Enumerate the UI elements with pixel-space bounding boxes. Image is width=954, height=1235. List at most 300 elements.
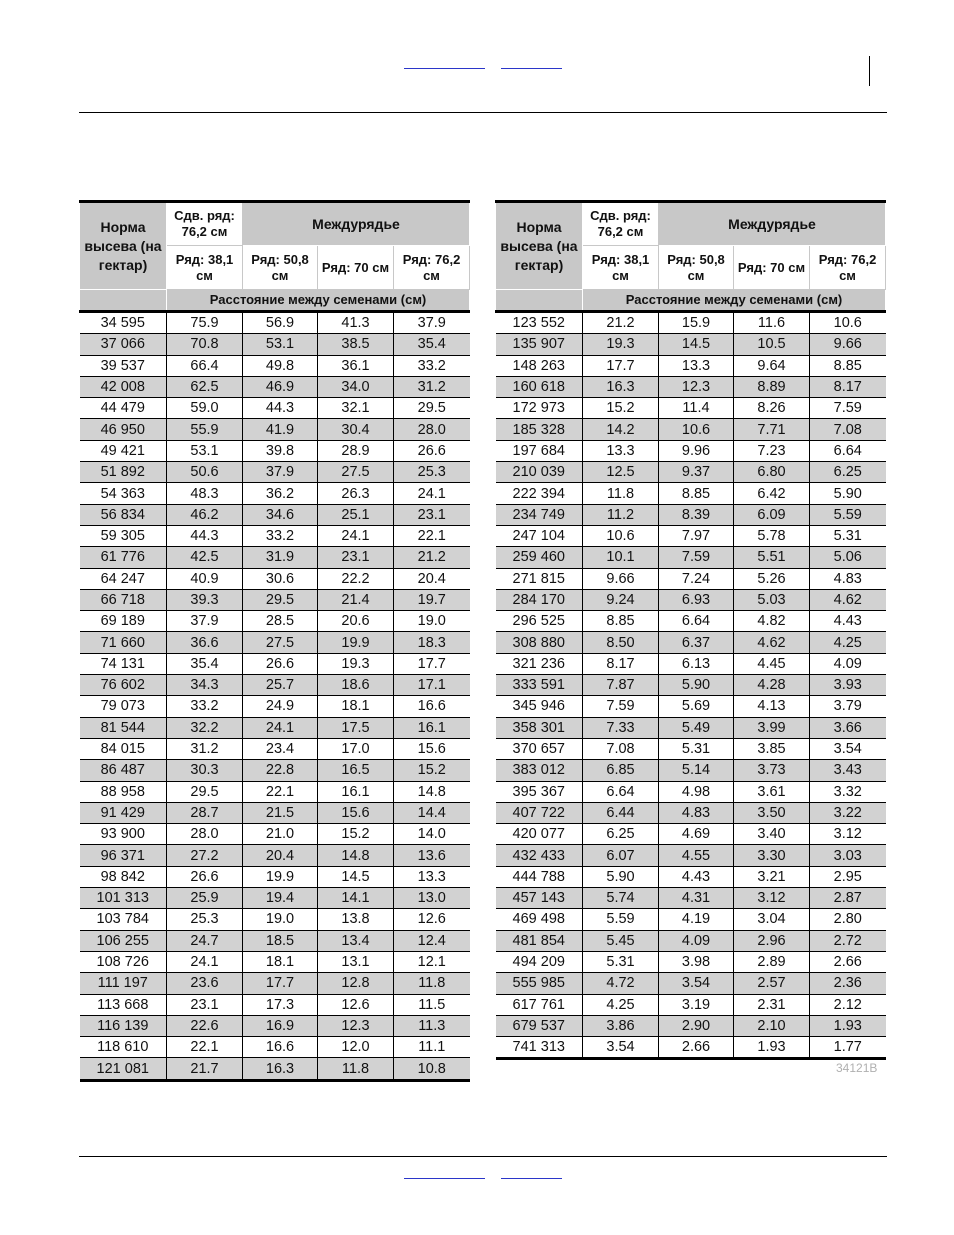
seed-distance-cell: 14.8: [394, 781, 470, 802]
seed-distance-cell: 28.0: [167, 824, 243, 845]
seed-distance-cell: 2.36: [810, 973, 886, 994]
seed-distance-cell: 30.3: [167, 760, 243, 781]
seed-distance-cell: 12.0: [318, 1037, 394, 1058]
seed-distance-cell: 6.64: [810, 440, 886, 461]
seed-distance-cell: 9.64: [734, 355, 810, 376]
seed-distance-cell: 16.1: [394, 717, 470, 738]
table-row: [80, 888, 470, 909]
seed-distance-cell: 6.64: [583, 781, 659, 802]
table-row: [80, 802, 470, 823]
col-header-row-50: Ряд: 50,8 см: [659, 246, 734, 290]
table-row: [80, 589, 470, 610]
seed-distance-cell: 8.39: [659, 504, 734, 525]
seed-distance-cell: 2.72: [810, 930, 886, 951]
seed-distance-cell: 40.9: [167, 568, 243, 589]
seeding-rate-cell: 98 842: [80, 866, 167, 887]
table-body-left: [80, 312, 470, 1081]
seed-distance-cell: 6.25: [810, 462, 886, 483]
seed-distance-cell: 26.3: [318, 483, 394, 504]
seed-distance-cell: 31.9: [243, 547, 318, 568]
seed-distance-cell: 20.4: [243, 845, 318, 866]
table-row: [80, 738, 470, 759]
seeding-rate-cell: 44 479: [80, 398, 167, 419]
seed-distance-cell: 5.31: [810, 525, 886, 546]
seed-distance-cell: 12.4: [394, 930, 470, 951]
seed-distance-cell: 25.1: [318, 504, 394, 525]
seed-distance-cell: 37.9: [167, 611, 243, 632]
seed-distance-cell: 3.12: [810, 824, 886, 845]
seed-distance-cell: 5.31: [583, 951, 659, 972]
seeding-rate-cell: 91 429: [80, 802, 167, 823]
seed-distance-cell: 14.8: [318, 845, 394, 866]
table-row: [496, 611, 886, 632]
seed-distance-cell: 10.6: [810, 312, 886, 334]
seeding-rate-cell: 108 726: [80, 951, 167, 972]
seed-distance-cell: 25.3: [394, 462, 470, 483]
seed-distance-cell: 1.93: [734, 1037, 810, 1059]
seed-distance-cell: 3.19: [659, 994, 734, 1015]
table-row: [80, 440, 470, 461]
seed-distance-cell: 2.66: [659, 1037, 734, 1059]
seed-distance-cell: 11.5: [394, 994, 470, 1015]
seed-distance-cell: 11.8: [318, 1058, 394, 1080]
seed-distance-cell: 3.99: [734, 717, 810, 738]
seed-distance-cell: 5.14: [659, 760, 734, 781]
seed-distance-cell: 26.6: [167, 866, 243, 887]
seed-distance-cell: 6.80: [734, 462, 810, 483]
seed-distance-cell: 12.6: [318, 994, 394, 1015]
seed-distance-cell: 5.69: [659, 696, 734, 717]
table-row: [80, 760, 470, 781]
seed-distance-cell: 27.5: [318, 462, 394, 483]
table-row: [496, 994, 886, 1015]
col-header-twin-row: Сдв. ряд: 76,2 см: [583, 202, 659, 246]
seed-distance-cell: 5.49: [659, 717, 734, 738]
col-header-seeding-rate: Норма высева (на гектар): [496, 202, 583, 290]
table-row: [80, 525, 470, 546]
table-body-right: [496, 312, 886, 1059]
seed-distance-cell: 14.0: [394, 824, 470, 845]
header-link-1[interactable]: [404, 54, 485, 69]
seed-distance-cell: 7.71: [734, 419, 810, 440]
seed-distance-cell: 7.59: [659, 547, 734, 568]
table-row: [80, 930, 470, 951]
seeding-rate-cell: 106 255: [80, 930, 167, 951]
seed-distance-cell: 38.5: [318, 334, 394, 355]
seed-distance-cell: 5.74: [583, 888, 659, 909]
seeding-rate-cell: 81 544: [80, 717, 167, 738]
seed-distance-cell: 53.1: [243, 334, 318, 355]
seeding-rate-cell: 420 077: [496, 824, 583, 845]
seed-distance-cell: 4.83: [810, 568, 886, 589]
seed-distance-cell: 12.1: [394, 951, 470, 972]
seed-distance-cell: 4.62: [734, 632, 810, 653]
seed-distance-cell: 11.1: [394, 1037, 470, 1058]
table-row: [80, 632, 470, 653]
seed-distance-cell: 49.8: [243, 355, 318, 376]
seeding-rate-cell: 96 371: [80, 845, 167, 866]
seed-distance-cell: 13.4: [318, 930, 394, 951]
seeding-rate-cell: 185 328: [496, 419, 583, 440]
seed-distance-cell: 4.55: [659, 845, 734, 866]
seed-distance-cell: 34.6: [243, 504, 318, 525]
seed-distance-cell: 53.1: [167, 440, 243, 461]
seed-distance-cell: 15.6: [394, 738, 470, 759]
seed-distance-cell: 22.1: [394, 525, 470, 546]
seeding-rate-cell: 103 784: [80, 909, 167, 930]
seeding-rate-cell: 679 537: [496, 1015, 583, 1036]
table-row: [496, 440, 886, 461]
seed-distance-cell: 5.90: [659, 675, 734, 696]
seed-distance-cell: 3.30: [734, 845, 810, 866]
seed-distance-cell: 6.44: [583, 802, 659, 823]
seeding-rate-cell: 84 015: [80, 738, 167, 759]
seed-distance-cell: 13.6: [394, 845, 470, 866]
seed-distance-cell: 13.3: [583, 440, 659, 461]
seed-distance-cell: 11.3: [394, 1015, 470, 1036]
seeding-rate-cell: 118 610: [80, 1037, 167, 1058]
seed-distance-cell: 20.6: [318, 611, 394, 632]
seed-distance-cell: 24.1: [243, 717, 318, 738]
seed-distance-cell: 41.9: [243, 419, 318, 440]
seed-distance-cell: 15.2: [394, 760, 470, 781]
seed-distance-cell: 27.2: [167, 845, 243, 866]
seed-distance-cell: 2.87: [810, 888, 886, 909]
seed-distance-cell: 59.0: [167, 398, 243, 419]
table-row: [80, 824, 470, 845]
seed-distance-cell: 14.4: [394, 802, 470, 823]
seed-distance-cell: 3.79: [810, 696, 886, 717]
seed-distance-cell: 1.93: [810, 1015, 886, 1036]
seed-distance-cell: 2.89: [734, 951, 810, 972]
table-row: [80, 483, 470, 504]
seed-distance-cell: 6.37: [659, 632, 734, 653]
seed-distance-cell: 7.59: [810, 398, 886, 419]
seed-distance-cell: 2.10: [734, 1015, 810, 1036]
col-header-row-76: Ряд: 76,2 см: [394, 246, 470, 290]
seed-distance-cell: 19.7: [394, 589, 470, 610]
seeding-rate-cell: 71 660: [80, 632, 167, 653]
seed-distance-cell: 4.31: [659, 888, 734, 909]
seed-distance-cell: 3.66: [810, 717, 886, 738]
seeding-rate-cell: 59 305: [80, 525, 167, 546]
seed-distance-cell: 75.9: [167, 312, 243, 334]
seed-distance-cell: 14.5: [659, 334, 734, 355]
seeding-rate-cell: 86 487: [80, 760, 167, 781]
table-row: [496, 781, 886, 802]
table-row: [496, 675, 886, 696]
seeding-rate-cell: 51 892: [80, 462, 167, 483]
seed-distance-cell: 3.61: [734, 781, 810, 802]
seed-distance-cell: 36.6: [167, 632, 243, 653]
seed-distance-cell: 19.9: [318, 632, 394, 653]
seed-distance-cell: 3.54: [659, 973, 734, 994]
seed-distance-cell: 10.6: [583, 525, 659, 546]
seed-distance-cell: 39.3: [167, 589, 243, 610]
seeding-rate-cell: 66 718: [80, 589, 167, 610]
table-row: [496, 951, 886, 972]
seed-distance-cell: 37.9: [394, 312, 470, 334]
seed-distance-cell: 25.9: [167, 888, 243, 909]
table-row: [80, 334, 470, 355]
table-row: [80, 845, 470, 866]
col-header-seed-distance: Расстояние между семенами (см): [583, 290, 886, 312]
seeding-rate-cell: 111 197: [80, 973, 167, 994]
seed-distance-cell: 2.12: [810, 994, 886, 1015]
seeding-rate-cell: 444 788: [496, 866, 583, 887]
seeding-rate-cell: 210 039: [496, 462, 583, 483]
col-header-row-76: Ряд: 76,2 см: [810, 246, 886, 290]
table-row: [496, 802, 886, 823]
table-row: [496, 717, 886, 738]
seed-distance-cell: 16.9: [243, 1015, 318, 1036]
seed-distance-cell: 36.2: [243, 483, 318, 504]
seed-distance-cell: 6.07: [583, 845, 659, 866]
seeding-rate-cell: 56 834: [80, 504, 167, 525]
table-row: [496, 355, 886, 376]
seed-distance-cell: 5.59: [583, 909, 659, 930]
table-row: [496, 866, 886, 887]
seed-distance-cell: 10.1: [583, 547, 659, 568]
seed-distance-cell: 18.5: [243, 930, 318, 951]
seed-distance-cell: 4.25: [583, 994, 659, 1015]
seed-distance-cell: 3.03: [810, 845, 886, 866]
table-row: [496, 1015, 886, 1036]
seed-distance-cell: 16.6: [243, 1037, 318, 1058]
seed-distance-cell: 33.2: [394, 355, 470, 376]
col-header-twin-row: Сдв. ряд: 76,2 см: [167, 202, 243, 246]
seed-distance-cell: 11.2: [583, 504, 659, 525]
seed-distance-cell: 5.51: [734, 547, 810, 568]
header-page-marker: [869, 56, 870, 86]
seed-distance-cell: 32.1: [318, 398, 394, 419]
seed-distance-cell: 46.9: [243, 376, 318, 397]
seed-distance-cell: 28.7: [167, 802, 243, 823]
table-row: [496, 738, 886, 759]
seed-distance-cell: 7.08: [583, 738, 659, 759]
table-row: [80, 355, 470, 376]
seeding-rate-cell: 407 722: [496, 802, 583, 823]
seed-distance-cell: 46.2: [167, 504, 243, 525]
table-row: [80, 866, 470, 887]
seed-distance-cell: 4.98: [659, 781, 734, 802]
seed-distance-cell: 4.45: [734, 653, 810, 674]
seed-distance-cell: 8.17: [810, 376, 886, 397]
col-header-row-38: Ряд: 38,1 см: [167, 246, 243, 290]
seed-distance-cell: 18.6: [318, 675, 394, 696]
seed-distance-cell: 2.90: [659, 1015, 734, 1036]
seed-distance-cell: 8.50: [583, 632, 659, 653]
seed-distance-cell: 13.0: [394, 888, 470, 909]
seed-distance-cell: 17.7: [243, 973, 318, 994]
seeding-rate-cell: 197 684: [496, 440, 583, 461]
header-link-2[interactable]: [501, 54, 562, 69]
table-row: [496, 568, 886, 589]
seed-distance-cell: 21.2: [394, 547, 470, 568]
seed-distance-cell: 4.13: [734, 696, 810, 717]
seed-distance-cell: 13.3: [394, 866, 470, 887]
seed-spacing-table-right: [495, 200, 886, 1060]
seeding-rate-cell: 308 880: [496, 632, 583, 653]
seed-distance-cell: 39.8: [243, 440, 318, 461]
table-row: [496, 525, 886, 546]
table-row: [80, 696, 470, 717]
seed-distance-cell: 3.54: [810, 738, 886, 759]
col-header-seed-distance: Расстояние между семенами (см): [167, 290, 470, 312]
seeding-rate-cell: 49 421: [80, 440, 167, 461]
seed-distance-cell: 6.13: [659, 653, 734, 674]
table-row: [496, 312, 886, 334]
seed-distance-cell: 16.1: [318, 781, 394, 802]
figure-code: 34121B: [836, 1061, 878, 1075]
seed-distance-cell: 7.87: [583, 675, 659, 696]
seeding-rate-cell: 148 263: [496, 355, 583, 376]
seed-distance-cell: 2.66: [810, 951, 886, 972]
table-row: [496, 824, 886, 845]
table-row: [80, 994, 470, 1015]
seed-distance-cell: 6.42: [734, 483, 810, 504]
table-row: [496, 398, 886, 419]
seed-distance-cell: 30.6: [243, 568, 318, 589]
seed-distance-cell: 31.2: [167, 738, 243, 759]
seed-distance-cell: 11.8: [394, 973, 470, 994]
seed-distance-cell: 29.5: [243, 589, 318, 610]
table-row: [496, 888, 886, 909]
seed-distance-cell: 5.03: [734, 589, 810, 610]
seed-distance-cell: 7.23: [734, 440, 810, 461]
seed-distance-cell: 1.77: [810, 1037, 886, 1059]
table-row: [80, 973, 470, 994]
seeding-rate-cell: 469 498: [496, 909, 583, 930]
seeding-rate-cell: 172 973: [496, 398, 583, 419]
table-row: [80, 781, 470, 802]
seed-distance-cell: 17.0: [318, 738, 394, 759]
seed-distance-cell: 9.37: [659, 462, 734, 483]
seed-distance-cell: 19.3: [583, 334, 659, 355]
seed-distance-cell: 24.1: [394, 483, 470, 504]
seeding-rate-cell: 741 313: [496, 1037, 583, 1059]
seed-distance-cell: 33.2: [167, 696, 243, 717]
seed-distance-cell: 23.1: [394, 504, 470, 525]
seeding-rate-cell: 116 139: [80, 1015, 167, 1036]
seed-distance-cell: 70.8: [167, 334, 243, 355]
seed-distance-cell: 8.89: [734, 376, 810, 397]
seed-distance-cell: 3.85: [734, 738, 810, 759]
seeding-rate-cell: 494 209: [496, 951, 583, 972]
table-row: [80, 312, 470, 334]
seed-distance-cell: 24.9: [243, 696, 318, 717]
seed-distance-cell: 2.96: [734, 930, 810, 951]
seed-distance-cell: 36.1: [318, 355, 394, 376]
seed-distance-cell: 24.1: [318, 525, 394, 546]
seed-distance-cell: 26.6: [394, 440, 470, 461]
seed-distance-cell: 10.6: [659, 419, 734, 440]
seed-distance-cell: 10.8: [394, 1058, 470, 1080]
table-row: [80, 419, 470, 440]
seed-distance-cell: 23.1: [318, 547, 394, 568]
seed-distance-cell: 4.43: [659, 866, 734, 887]
seeding-rate-cell: 46 950: [80, 419, 167, 440]
seed-distance-cell: 15.2: [318, 824, 394, 845]
table-row: [80, 376, 470, 397]
seed-distance-cell: 18.1: [243, 951, 318, 972]
seed-distance-cell: 15.6: [318, 802, 394, 823]
seed-distance-cell: 15.9: [659, 312, 734, 334]
seed-distance-cell: 7.33: [583, 717, 659, 738]
seed-distance-cell: 14.5: [318, 866, 394, 887]
seed-distance-cell: 4.19: [659, 909, 734, 930]
seed-distance-cell: 3.86: [583, 1015, 659, 1036]
seeding-rate-cell: 121 081: [80, 1058, 167, 1080]
seeding-rate-cell: 34 595: [80, 312, 167, 334]
seed-distance-cell: 19.0: [394, 611, 470, 632]
seed-distance-cell: 48.3: [167, 483, 243, 504]
seed-distance-cell: 4.43: [810, 611, 886, 632]
seeding-rate-cell: 271 815: [496, 568, 583, 589]
seed-distance-cell: 12.3: [318, 1015, 394, 1036]
seed-distance-cell: 28.0: [394, 419, 470, 440]
seed-distance-cell: 35.4: [394, 334, 470, 355]
table-row: [80, 951, 470, 972]
seed-distance-cell: 8.85: [583, 611, 659, 632]
seed-distance-cell: 17.7: [583, 355, 659, 376]
seed-distance-cell: 19.9: [243, 866, 318, 887]
seed-distance-cell: 16.6: [394, 696, 470, 717]
seeding-rate-cell: 481 854: [496, 930, 583, 951]
seed-distance-cell: 20.4: [394, 568, 470, 589]
seed-distance-cell: 23.4: [243, 738, 318, 759]
seed-distance-cell: 4.69: [659, 824, 734, 845]
seed-distance-cell: 27.5: [243, 632, 318, 653]
seed-distance-cell: 11.4: [659, 398, 734, 419]
seed-distance-cell: 19.4: [243, 888, 318, 909]
seeding-rate-cell: 42 008: [80, 376, 167, 397]
footer-link-2[interactable]: [501, 1164, 562, 1179]
seeding-rate-cell: 333 591: [496, 675, 583, 696]
table-row: [496, 504, 886, 525]
seed-distance-cell: 5.78: [734, 525, 810, 546]
seeding-rate-cell: 259 460: [496, 547, 583, 568]
seed-distance-cell: 9.66: [810, 334, 886, 355]
seed-distance-cell: 35.4: [167, 653, 243, 674]
seed-distance-cell: 2.57: [734, 973, 810, 994]
seed-distance-cell: 7.08: [810, 419, 886, 440]
seed-distance-cell: 10.5: [734, 334, 810, 355]
table-row: [80, 398, 470, 419]
seed-distance-cell: 3.04: [734, 909, 810, 930]
seed-distance-cell: 5.59: [810, 504, 886, 525]
header-rule: [79, 112, 887, 113]
table-row: [80, 547, 470, 568]
seed-distance-cell: 21.7: [167, 1058, 243, 1080]
seed-distance-cell: 12.5: [583, 462, 659, 483]
seed-distance-cell: 5.06: [810, 547, 886, 568]
seed-distance-cell: 4.09: [810, 653, 886, 674]
seed-distance-cell: 56.9: [243, 312, 318, 334]
seed-distance-cell: 4.09: [659, 930, 734, 951]
seed-distance-cell: 18.3: [394, 632, 470, 653]
seed-distance-cell: 44.3: [243, 398, 318, 419]
seed-distance-cell: 11.6: [734, 312, 810, 334]
seeding-rate-cell: 39 537: [80, 355, 167, 376]
seed-distance-cell: 8.26: [734, 398, 810, 419]
footer-link-1[interactable]: [404, 1164, 485, 1179]
seed-distance-cell: 3.93: [810, 675, 886, 696]
seed-distance-cell: 6.25: [583, 824, 659, 845]
seed-distance-cell: 5.90: [583, 866, 659, 887]
seeding-rate-cell: 93 900: [80, 824, 167, 845]
seeding-rate-cell: 284 170: [496, 589, 583, 610]
